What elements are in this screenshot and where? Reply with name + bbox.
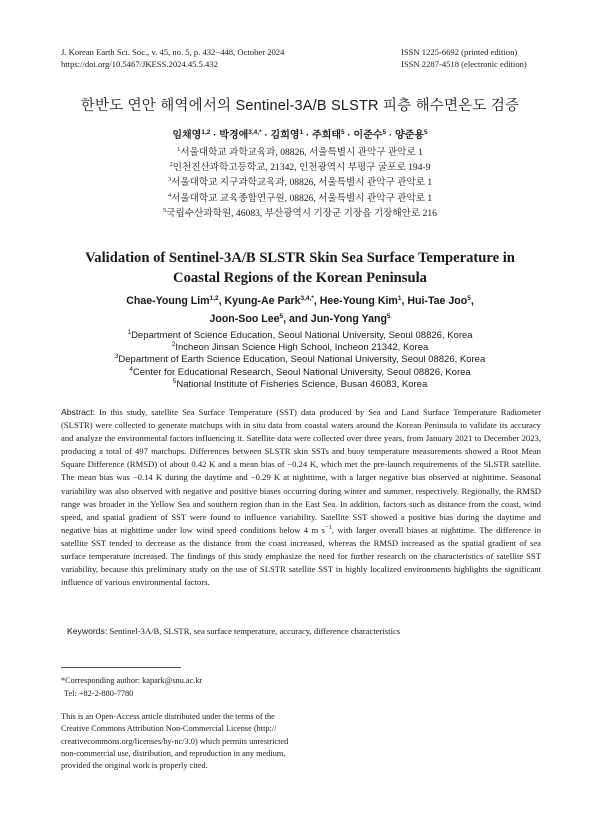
english-affiliation: $^2$Incheon Jinsan Science High School, Incheon 21342, Korea bbox=[171, 341, 429, 354]
english-title: Validation of Sentinel-3A/B SLSTR Skin Sea Surface Temperature in Coastal Regions of the Korean Peninsula bbox=[85, 250, 515, 286]
unit-exponent: −1 bbox=[324, 523, 332, 531]
keywords bbox=[67, 625, 547, 637]
english-author: Jun-Yong Yang$^5$ bbox=[310, 313, 391, 325]
telephone: Tel: +82-2-880-7780 bbox=[64, 688, 134, 698]
korean-affiliations bbox=[0, 145, 600, 221]
english-affiliation: $^3$Department of Earth Science Education, Seoul National University, Seoul 08826, Korea bbox=[114, 353, 486, 366]
korean-title: 한반도 연안 해역에서의 Sentinel-3A/B SLSTR 피층 해수면온도 검증 bbox=[80, 98, 520, 114]
korean-affiliation: $^1$서울대학교 과학교육과, 08826, 서울특별시 관악구 관악로 1 bbox=[177, 146, 423, 158]
doi-link[interactable]: https://doi.org/10.5467/JKESS.2024.45.5.432 bbox=[61, 59, 218, 69]
issn-electronic: ISSN 2287-4518 (electronic edition) bbox=[401, 59, 527, 69]
english-authors bbox=[0, 292, 600, 328]
license-notice: This is an Open-Access article distributed under the terms of the Creative Commons Attribution Non-Commercial License (http:// creativecommons.org/licenses/by-nc/3.0) which permits unrestricted non-commercial use, distribution, and reproduction in any medium, provided the original work is properly cited. bbox=[61, 712, 289, 771]
corresponding-author: *Corresponding author: kapark@snu.ac.kr bbox=[61, 676, 203, 685]
abstract bbox=[61, 406, 541, 589]
english-affiliation: $^4$Center for Educational Research, Seoul National University, Seoul 08826, Korea bbox=[129, 365, 471, 378]
footnote-divider bbox=[61, 667, 181, 668]
journal-citation: J. Korean Earth Sci. Soc., v. 45, no. 5, p. 432−448, October 2024 bbox=[61, 47, 285, 57]
corresponding-footnote bbox=[61, 675, 202, 700]
abstract-label: Abstract: bbox=[61, 407, 96, 417]
korean-author: 김희영$^1$ bbox=[270, 129, 304, 141]
journal-header bbox=[61, 46, 284, 70]
korean-affiliation: $^2$인천진산과학고등학교, 21342, 인천광역시 부평구 굴포로 194-9 bbox=[169, 161, 431, 174]
keywords-label: Keywords: bbox=[67, 626, 108, 636]
english-author: Hui-Tae Joo$^5$, bbox=[407, 295, 474, 307]
korean-author: 주희태$^5$ bbox=[312, 129, 345, 141]
korean-authors: 임채영$^{1,2}$ · 박경애$^{3,4,*}$ · 김희영$^1$ · 주희태$^5$ · 이준수$^5$ · 양준용$^5$ bbox=[172, 129, 428, 141]
korean-author: 임채영$^{1,2}$ bbox=[172, 129, 211, 141]
korean-affiliation: $^3$서울대학교 지구과학교육과, 08826, 서울특별시 관악구 관악로 1 bbox=[167, 176, 433, 189]
korean-author: 박경애$^{3,4,*}$ bbox=[219, 129, 262, 141]
english-affiliation: $^5$National Institute of Fisheries Science, Busan 46083, Korea bbox=[172, 377, 428, 390]
english-author: Chae-Young Lim$^{1,2}$, bbox=[126, 295, 225, 307]
korean-affiliation: $^5$국립수산과학원, 46083, 부산광역시 기장군 기장읍 기장해안로 216 bbox=[163, 206, 437, 219]
english-author: Kyung-Ae Park$^{3,4,*}$, bbox=[224, 295, 320, 307]
korean-author: 양준용$^5$ bbox=[395, 129, 428, 141]
english-author: Joon-Soo Lee$^5$, and bbox=[209, 313, 311, 325]
issn-header bbox=[401, 46, 527, 70]
english-affiliations bbox=[0, 330, 600, 391]
keywords-text: Sentinel-3A/B, SLSTR, sea surface temperature, accuracy, difference characteristics bbox=[107, 626, 401, 636]
english-affiliation: $^1$Department of Science Education, Seoul National University, Seoul 08826, Korea bbox=[127, 329, 473, 341]
korean-author: 이준수$^5$ bbox=[353, 129, 387, 141]
korean-affiliation: $^4$서울대학교 교육종합연구원, 08826, 서울특별시 관악구 관악로 1 bbox=[167, 191, 433, 204]
abstract-text: In this study, satellite Sea Surface Temperature (SST) data produced by Sea and Land Surface Temperature Radiometer (SLSTR) were collected to generate matchups with in situ data from coastal waters around the Korean Peninsula to validate its accuracy and analyze the environmental factors influencing it. Satellite data were collected over three years, from January 2021 to December 2023, producing a total of 497 matchups. Differences between SLSTR skin SSTs and buoy temperature measurements showed a Root Mean Square Difference (RMSD) of about 0.42 K and a mean bias of −0.24 K, which met the pre-launch requirements of the SLSTR satellite. The mean bias was −0.14 K during the daytime and −0.29 K at nighttime, with a larger negative bias observed at nighttime. Seasonal variability was also observed with negative and positive biases occurring during winter and summer, respectively. Regionally, the RMSD range was broader in the Yellow Sea and southern region than in the East Sea. In addition, factors such as distance from the coast, wind speed, and spatial gradient of SST were found to influence variability. Satellite SST showed a positive bias during the daytime and negative bias at nighttime under low wind speed conditions below 4 m s bbox=[61, 407, 541, 535]
issn-print: ISSN 1225-6692 (printed edition) bbox=[401, 47, 518, 57]
abstract-text-continued: , with larger overall biases at nighttime. The difference in satellite SST tended to decrease as the distance from the coast increased, whereas the RMSD increased as the spatial gradient of sea surface temperature increased. The findings of this study emphasize the need for further research on the characteristics of satellite SST variability, because this preliminary study on the use of SLSTR satellite SST in highly localized environments highlights the significant influence of various environmental factors. bbox=[61, 524, 542, 588]
english-author: Hee-Young Kim$^1$, bbox=[319, 295, 408, 307]
